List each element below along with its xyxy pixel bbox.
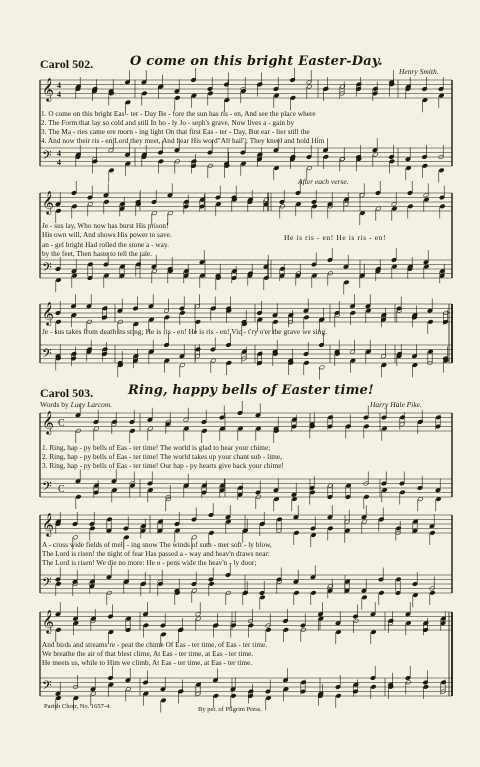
- note-head: [231, 623, 237, 628]
- carol-502-verse-3-line-1: 3. The Ma - ries came ere morn - ing light On that first Eas - ter - Day, But ear - lier still the: [41, 128, 310, 137]
- carol-503-composer: Harry Hale Pike.: [370, 400, 422, 409]
- carol-502-direction: After each verse.: [298, 177, 349, 186]
- note-head: [196, 616, 202, 621]
- carol-503-verse-3-line-1: 3. Ring, hap - py bells of Eas - ter time! Our hap - py hearts give back your chime!: [42, 462, 284, 471]
- svg-text:4: 4: [57, 90, 61, 99]
- svg-text:𝄢: 𝄢: [42, 346, 52, 364]
- note-head: [248, 623, 254, 628]
- note-head: [91, 691, 97, 696]
- svg-text:C: C: [58, 418, 65, 429]
- svg-text:𝄢: 𝄢: [42, 148, 52, 166]
- note-head: [371, 630, 377, 635]
- note-head: [371, 684, 377, 689]
- note-head: [178, 689, 184, 694]
- carol-503-words-author: Lucy Larcom.: [70, 400, 113, 409]
- note-head: [283, 687, 289, 692]
- carol-502-verse-2-line-2: His own will, And shows His power to save.: [42, 231, 172, 240]
- carol-502-refrain-a: He is ris - en! He is ris - en!: [284, 233, 387, 242]
- note-head: [108, 630, 114, 635]
- carol-503-verses-system-3: [42, 641, 267, 669]
- svg-text:𝄢: 𝄢: [42, 260, 52, 278]
- carol-503-verse-2-line-1: 2. Ring, hap - py bells of Eas - ter time! The world takes up your chant sub - lime,: [42, 453, 283, 462]
- footer-source: Parish Choir, No. 1657-4.: [44, 703, 111, 710]
- carol-502-number: Carol 502.: [40, 57, 94, 71]
- note-head: [108, 682, 114, 687]
- carol-503-verse-1-line-3: And birds and streams re - peat the chime Of Eas - ter time, of Eas - ter time.: [42, 641, 268, 649]
- carol-503-verse-3-line-2: The Lord is risen! We die no more: He o - pens wide the heav'n - ly door;: [42, 559, 257, 568]
- note-head: [336, 693, 342, 698]
- footer-permission: By per. of Pilgrim Press.: [198, 706, 262, 713]
- carol-503-verse-3-line-3: He meets us, while to Him we climb, At Eas - ter time, at Eas - ter time.: [42, 659, 253, 668]
- carol-502-verse-2-line-1: 2. The Form that lay so cold and still In ho - ly Jo - seph's grave, Now lives a - gain by: [41, 119, 295, 128]
- note-head: [213, 693, 219, 698]
- carol-503-verse-1-line-2: A - cross wide fields of melt - ing snow The winds of sum - mer soft - ly blow,: [42, 541, 272, 549]
- svg-text:𝄢: 𝄢: [42, 678, 52, 696]
- carol-503-title: Ring, happy bells of Easter time!: [128, 383, 374, 398]
- carol-502-verse-1-line-2: Je - sus lay, Who now has burst His prison!: [42, 222, 169, 230]
- svg-text:𝄢: 𝄢: [42, 479, 52, 497]
- carol-503-verse-2-line-2: The Lord is risen! the night of fear Has passed a - way and heav'n draws near:: [42, 550, 270, 559]
- note-head: [143, 691, 149, 696]
- note-head: [318, 616, 324, 621]
- note-head: [213, 623, 219, 628]
- carol-503-verse-2-line-3: We breathe the air of that blest clime, At Eas - ter time, at Eas - ter time.: [42, 650, 254, 659]
- svg-text:𝄞: 𝄞: [42, 301, 54, 325]
- note-head: [73, 696, 79, 701]
- note-head: [231, 693, 237, 698]
- carol-502-title: O come on this bright Easter-Day.: [130, 54, 383, 69]
- svg-text:𝄞: 𝄞: [42, 512, 54, 536]
- note-head: [266, 627, 272, 632]
- note-head: [161, 632, 167, 637]
- note-head: [283, 627, 289, 632]
- note-head: [143, 623, 149, 628]
- svg-text:4: 4: [57, 158, 61, 167]
- svg-text:𝄞: 𝄞: [42, 410, 54, 434]
- svg-text:4: 4: [57, 81, 61, 90]
- note-head: [73, 621, 79, 626]
- note-head: [266, 696, 272, 701]
- carol-502-verse-1-line-1: 1. O come on this bright Eas - ter - Day Be - fore the sun has ris - en, And see the place where: [41, 110, 316, 118]
- carol-502-verse-3-line-2: an - gel bright Had rolled the stone a - way.: [42, 240, 169, 249]
- note-head: [406, 621, 412, 626]
- svg-text:4: 4: [57, 149, 61, 158]
- svg-text:𝄢: 𝄢: [42, 575, 52, 593]
- note-head: [126, 687, 132, 692]
- svg-text:C: C: [58, 484, 65, 495]
- svg-text:𝄞: 𝄞: [42, 609, 54, 633]
- svg-text:𝄞: 𝄞: [42, 77, 54, 101]
- carol-503-verse-1-line-1: 1. Ring, hap - py bells of Eas - ter time! The world is glad to hear your chime;: [42, 444, 271, 452]
- note-head: [178, 627, 184, 632]
- carol-502-composer: Henry Smith.: [399, 67, 439, 76]
- note-head: [423, 684, 429, 689]
- note-head: [336, 630, 342, 635]
- note-head: [56, 696, 62, 701]
- note-head: [161, 698, 167, 703]
- note-head: [56, 627, 62, 632]
- carol-503-words-label: Words by: [40, 400, 69, 409]
- carol-502-verse-4-line-1: 4. And now their ris - en Lord they meet, And hear His word"All hail"; They kneel and hold Him: [41, 137, 325, 146]
- carol-502-refrain-b: Je - sus takes from death its sting; He is ris - en! He is ris - en! Vic - t'ry o'er the grave we sing.: [42, 327, 328, 336]
- svg-text:𝄞: 𝄞: [42, 190, 54, 214]
- carol-502-verse-4-line-2: by the feet, Then haste to tell the tale.: [42, 249, 153, 258]
- carol-503-number: Carol 503.: [40, 386, 94, 400]
